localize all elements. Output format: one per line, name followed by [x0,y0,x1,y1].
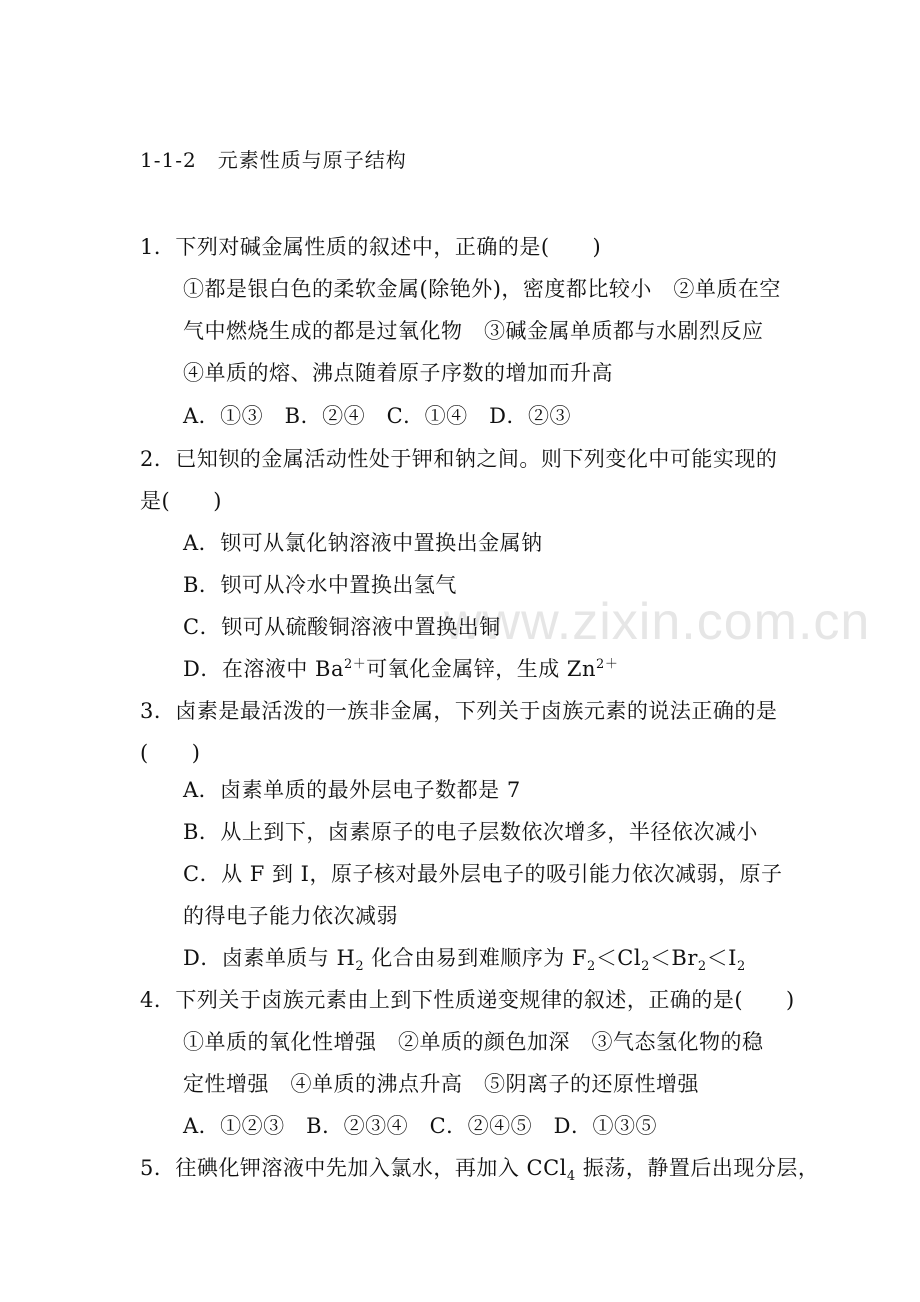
subscript: 2 [587,959,596,975]
text-run: D．在溶液中 Ba [183,657,344,681]
question-4-options: A．①②③ B．②③④ C．②④⑤ D．①③⑤ [183,1114,658,1138]
question-2-option-a: A．钡可从氯化钠溶液中置换出金属钠 [183,531,543,555]
question-1-statement-line: 气中燃烧生成的都是过氧化物 ③碱金属单质都与水剧烈反应 [183,319,764,343]
superscript: 2＋ [343,657,367,672]
text-run: ＜I [706,946,737,970]
question-1-options: A．①③ B．②④ C．①④ D．②③ [183,404,572,428]
superscript: 2＋ [596,657,619,672]
question-3-option-c: C．从 F 到 I，原子核对最外层电子的吸引能力依次减弱，原子 [183,862,783,886]
question-4-stem: 4．下列关于卤族元素由上到下性质递变规律的叙述，正确的是( ) [140,988,795,1012]
subscript: 2 [736,959,746,975]
question-3-option-c-cont: 的得电子能力依次减弱 [183,904,398,928]
question-3-stem: 3．卤素是最活泼的一族非金属，下列关于卤族元素的说法正确的是 [140,699,778,723]
question-1-statement-line: ④单质的熔、沸点随着原子序数的增加而升高 [183,361,613,385]
question-3-option-d [183,944,746,975]
question-1-statement-line: ①都是银白色的柔软金属(除铯外)，密度都比较小 ②单质在空 [183,277,781,301]
question-2-option-c: C．钡可从硫酸铜溶液中置换出铜 [183,615,501,639]
question-4-statement-line: ①单质的氧化性增强 ②单质的颜色加深 ③气态氢化物的稳 [183,1030,764,1054]
text-run: 可氧化金属锌，生成 Zn [366,657,597,681]
text-run: ＜Cl [595,946,642,970]
question-3-stem-cont: ( ) [140,741,201,765]
subscript: 2 [355,959,365,975]
text-run: 化合由易到难顺序为 F [364,946,588,970]
question-2-option-d [183,655,618,683]
watermark: www.zixin.com.cn [444,593,871,651]
question-1-stem: 1．下列对碱金属性质的叙述中，正确的是( ) [140,235,602,259]
page-title: 1-1-2 元素性质与原子结构 [140,148,407,172]
question-3-option-a: A．卤素单质的最外层电子数都是 7 [183,778,521,802]
text-run: 5．往碘化钾溶液中先加入氯水，再加入 CCl [140,1156,567,1180]
text-run: 振荡，静置后出现分层， [575,1156,820,1180]
subscript: 4 [566,1169,576,1185]
question-2-stem: 2．已知钡的金属活动性处于钾和钠之间。则下列变化中可能实现的 [140,447,778,471]
question-4-statement-line: 定性增强 ④单质的沸点升高 ⑤阴离子的还原性增强 [183,1072,699,1096]
text-run: ＜Br [649,946,698,970]
question-2-option-b: B．钡可从冷水中置换出氢气 [183,573,457,597]
text-run: D．卤素单质与 H [183,946,356,970]
subscript: 2 [641,959,650,975]
question-2-stem-cont: 是( ) [140,489,222,513]
subscript: 2 [697,959,707,975]
question-3-option-b: B．从上到下，卤素原子的电子层数依次增多，半径依次减小 [183,820,758,844]
question-5-stem [140,1154,820,1185]
